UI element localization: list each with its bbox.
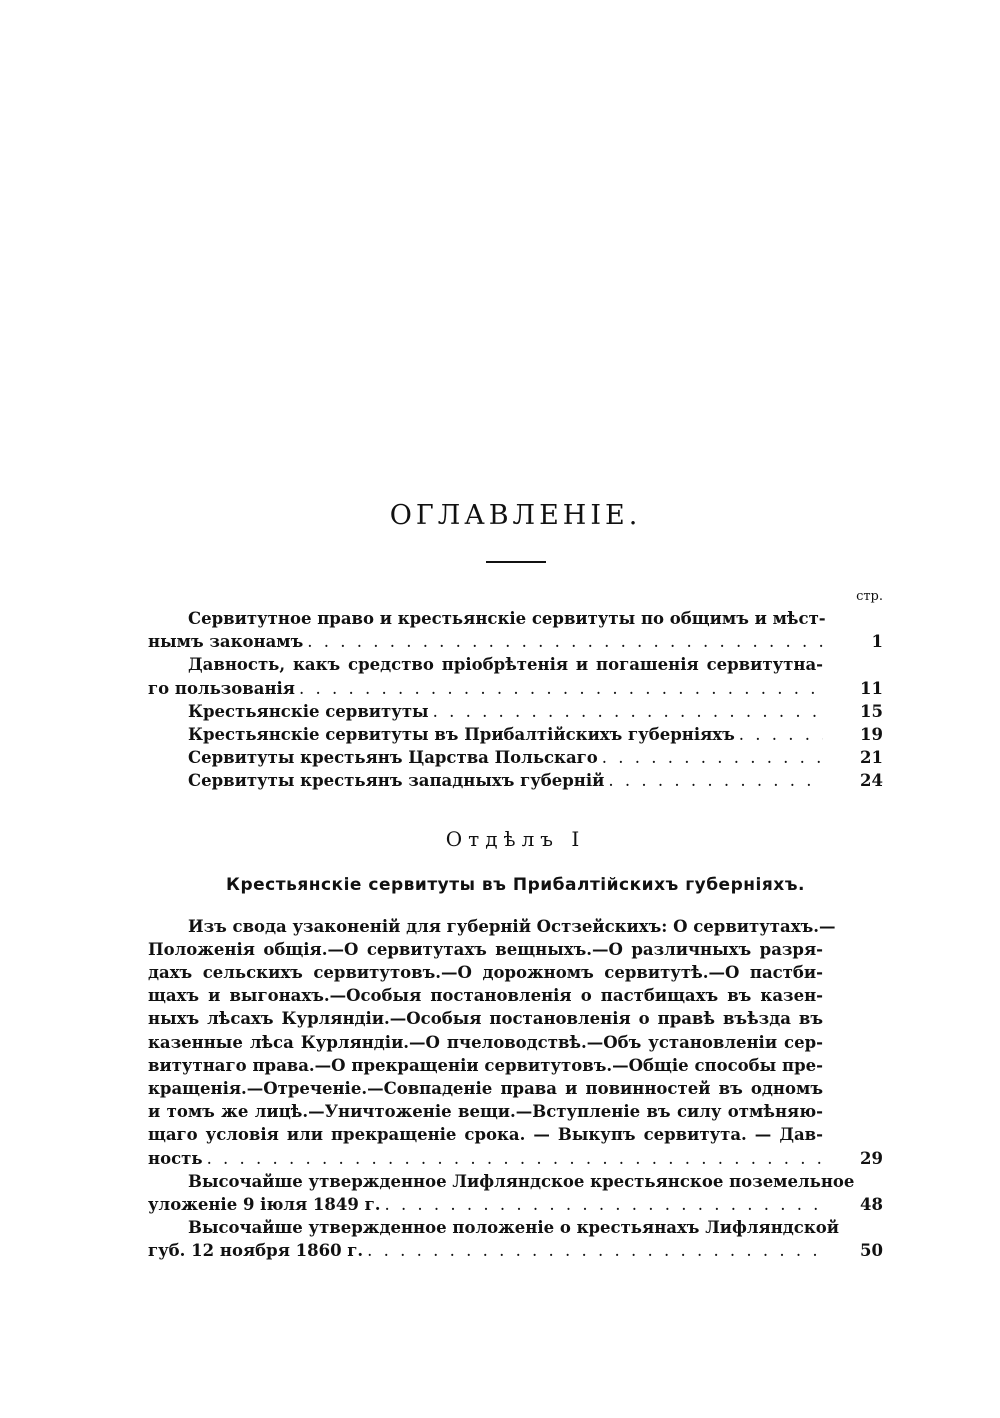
dot-leader [608, 769, 823, 792]
dot-leader [299, 677, 823, 700]
toc-entry-line: Крестьянскіе сервитуты въ Прибалтійскихъ губерніяхъ [188, 725, 735, 745]
section-entry-line: щахъ и выгонахъ.—Особыя постановленія о пастбищахъ въ казен- [148, 986, 823, 1006]
section-title: Крестьянскіе сервитуты въ Прибалтійскихъ губерніяхъ. [226, 874, 805, 895]
section-entry-line: витутнаго права.—О прекращеніи сервитутовъ.—Общіе способы пре- [148, 1055, 823, 1075]
toc-entry-line: Сервитуты крестьянъ западныхъ губерній [188, 771, 605, 791]
toc-entry-line: го пользованія [148, 678, 296, 698]
section-entry-line: Высочайше утвержденное Лифляндское крестьянское поземельное [188, 1171, 855, 1191]
section-entry-line: уложеніе 9 іюля 1849 г. [148, 1195, 381, 1215]
toc-page-number: 48 [860, 1195, 883, 1215]
toc-entry-line: Сервитуты крестьянъ Царства Польскаго [188, 748, 598, 768]
section-entry-line: щаго условія или прекращеніе срока. — Выкупъ сервитута. — Дав- [148, 1125, 823, 1145]
dot-leader [384, 1193, 823, 1216]
dot-leader [367, 1239, 823, 1262]
toc-page-number: 50 [860, 1241, 883, 1261]
toc-entry[interactable] [148, 769, 883, 792]
table-of-contents-page [148, 480, 883, 1263]
toc-entry[interactable] [148, 607, 883, 653]
section-entry-line: кращенія.—Отреченіе.—Совпаденіе права и повинностей въ одномъ [148, 1079, 823, 1099]
section-entries [148, 915, 883, 1263]
section-entry-line: ность [148, 1148, 203, 1168]
toc-list [148, 607, 883, 793]
dot-leader [207, 1147, 823, 1170]
section-entry[interactable] [148, 1216, 883, 1262]
toc-entry[interactable] [148, 653, 883, 699]
toc-entry-line: Давность, какъ средство пріобрѣтенія и погашенія сервитутна- [188, 655, 823, 675]
toc-entry[interactable] [148, 700, 883, 723]
section-entry-line: дахъ сельскихъ сервитутовъ.—О дорожномъ сервитутѣ.—О пастби- [148, 963, 823, 983]
dot-leader [307, 630, 823, 653]
section-entry[interactable] [148, 915, 883, 1170]
section-entry[interactable] [148, 1170, 883, 1216]
title-divider [486, 561, 546, 563]
toc-page-number: 1 [871, 632, 883, 652]
dot-leader [739, 723, 823, 746]
section-entry-line: Положенія общія.—О сервитутахъ вещныхъ.—О различныхъ разря- [148, 939, 823, 959]
toc-page-number: 21 [860, 748, 883, 768]
dot-leader [602, 746, 823, 769]
toc-entry-line: Сервитутное право и крестьянскіе сервитуты по общимъ и мѣст- [188, 609, 826, 628]
toc-page-number: 29 [860, 1148, 883, 1168]
toc-entry[interactable] [148, 746, 883, 769]
toc-page-number: 19 [860, 725, 883, 745]
page-column-label: стр. [856, 589, 883, 604]
section-heading: Отдѣлъ I [445, 826, 586, 851]
toc-entry-line: Крестьянскіе сервитуты [188, 701, 429, 721]
toc-entry[interactable] [148, 723, 883, 746]
toc-page-number: 15 [860, 701, 883, 721]
section-entry-line: Изъ свода узаконеній для губерній Остзейскихъ: О сервитутахъ.— [188, 916, 836, 936]
section-entry-line: ныхъ лѣсахъ Курляндіи.—Особыя постановленія о правѣ въѣзда въ [148, 1009, 823, 1029]
page-title: ОГЛАВЛЕНІЕ. [389, 500, 642, 531]
dot-leader [433, 700, 823, 723]
toc-page-number: 24 [860, 771, 883, 791]
toc-page-number: 11 [860, 678, 883, 698]
section-entry-line: Высочайше утвержденное положеніе о крестьянахъ Лифляндской [188, 1218, 840, 1238]
section-entry-line: и томъ же лицѣ.—Уничтоженіе вещи.—Вступленіе въ силу отмѣняю- [148, 1102, 823, 1122]
toc-entry-line: нымъ законамъ [148, 632, 304, 652]
section-entry-line: казенные лѣса Курляндіи.—О пчеловодствѣ.—Объ установленіи сер- [148, 1032, 823, 1052]
section-entry-line: губ. 12 ноября 1860 г. [148, 1241, 364, 1261]
